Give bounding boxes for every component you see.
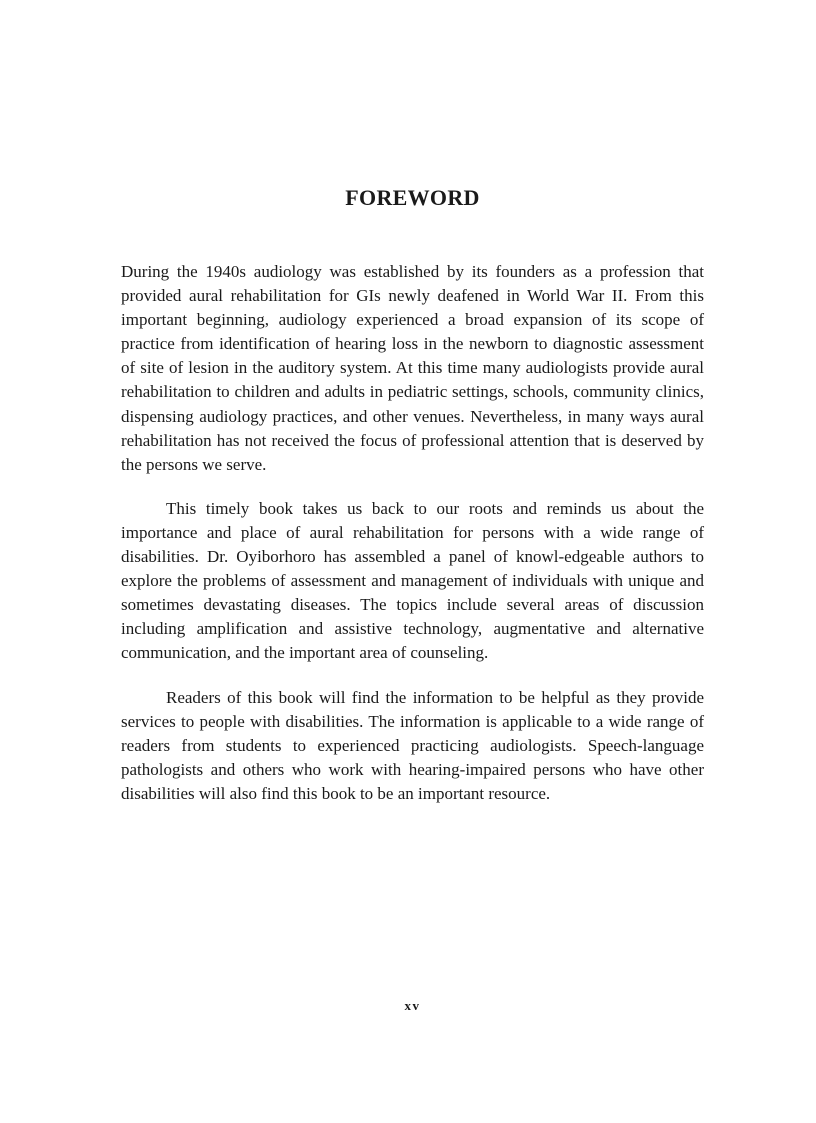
page-title: FOREWORD: [345, 185, 480, 210]
page-number: xv: [404, 998, 421, 1013]
paragraph-2: This timely book takes us back to our roots and reminds us about the importance and place of aural rehabilitation for persons with a wide range of disabilities. Dr. Oyiborhoro has assembled a panel of knowl-edgeable authors to explore the problems of assessment and management of individuals with unique and sometimes devastating diseases. The topics include several areas of discussion including amplification and assistive technology, augmentative and alternative communication, and the important area of counseling.: [121, 498, 704, 663]
paragraph-3: Readers of this book will find the information to be helpful as they provide services to people with disabilities. The information is applicable to a wide range of readers from students to experienced practicing audiologists. Speech-language pathologists and others who work with hearing-impaired persons who have other disabilities will also find this book to be an important resource.: [121, 687, 704, 803]
document-page: [121, 0, 704, 1123]
paragraph-1: During the 1940s audiology was established by its founders as a profession that provided aural rehabilitation for GIs newly deafened in World War II. From this important beginning, audiology experienced a broad expansion of its scope of practice from identification of hearing loss in the newborn to diagnostic assessment of site of lesion in the auditory system. At this time many audiologists provide aural rehabilitation to children and adults in pediatric settings, schools, community clinics, dispensing audiology practices, and other venues. Nevertheless, in many ways aural rehabilitation has not received the focus of professional attention that is deserved by the persons we serve.: [121, 262, 704, 474]
body-text: [121, 260, 704, 826]
